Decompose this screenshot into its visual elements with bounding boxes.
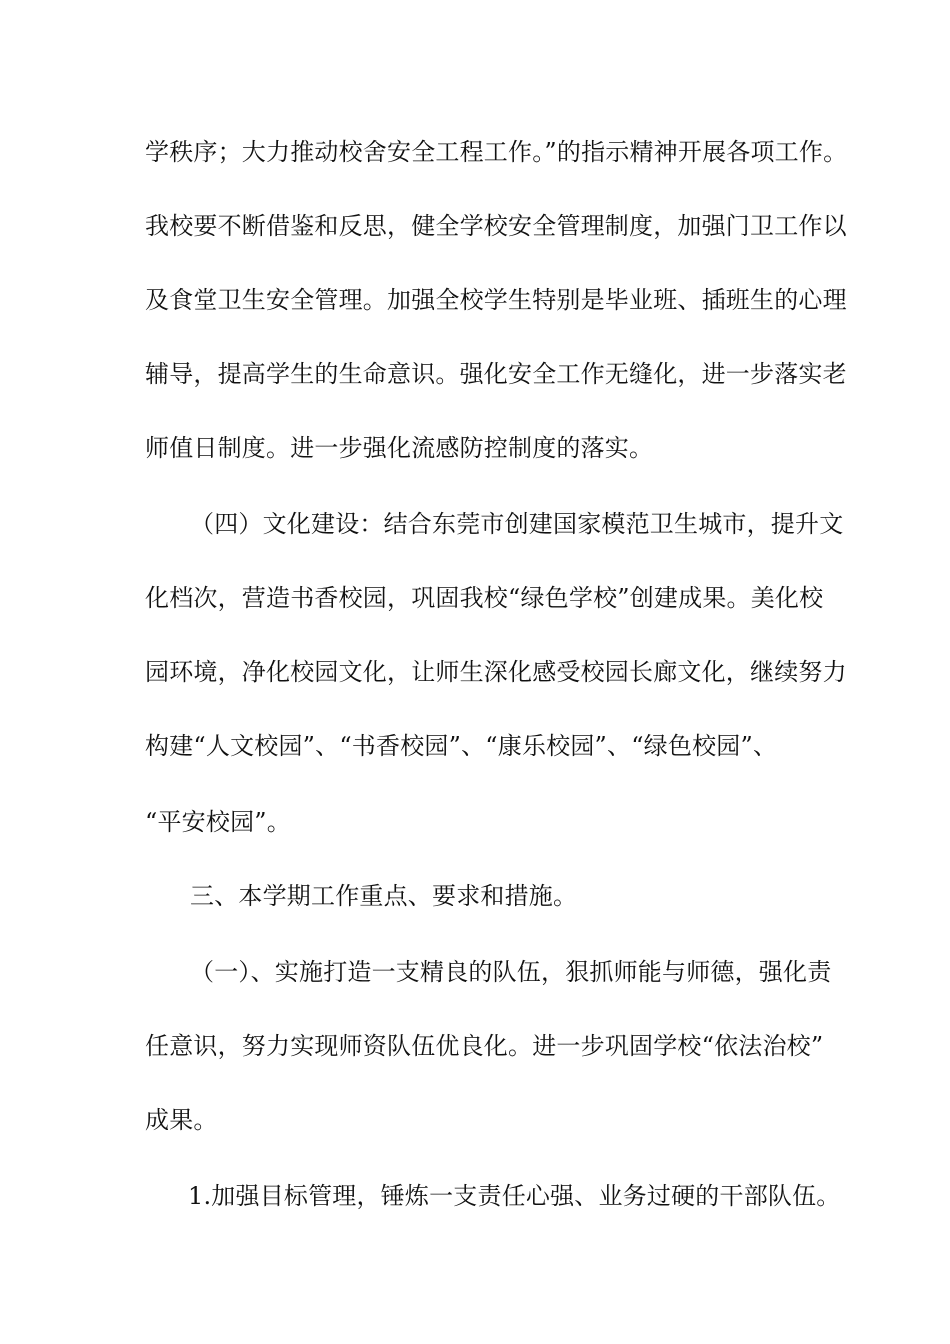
paragraph-line: 园环境，净化校园文化，让师生深化感受校园长廊文化，继续努力 bbox=[145, 658, 847, 686]
paragraph-line: 我校要不断借鉴和反思，健全学校安全管理制度，加强门卫工作以 bbox=[145, 212, 847, 240]
section-heading-three: 三、本学期工作重点、要求和措施。 bbox=[190, 882, 578, 910]
section-heading-culture: （四）文化建设：结合东莞市创建国家模范卫生城市，提升文 bbox=[190, 510, 844, 538]
paragraph-line: “平安校园”。 bbox=[145, 808, 291, 836]
paragraph-line: 成果。 bbox=[145, 1106, 218, 1134]
paragraph-line: 师值日制度。进一步强化流感防控制度的落实。 bbox=[145, 434, 654, 462]
paragraph-line: 及食堂卫生安全管理。加强全校学生特别是毕业班、插班生的心理 bbox=[145, 286, 847, 314]
paragraph-line: 化档次，营造书香校园，巩固我校“绿色学校”创建成果。美化校 bbox=[145, 584, 824, 612]
paragraph-line: 构建“人文校园”、“书香校园”、“康乐校园”、“绿色校园”、 bbox=[145, 732, 778, 760]
numbered-item-1: 1.加强目标管理，锤炼一支责任心强、业务过硬的干部队伍。 bbox=[188, 1182, 841, 1210]
paragraph-line: 辅导，提高学生的生命意识。强化安全工作无缝化，进一步落实老 bbox=[145, 360, 847, 388]
paragraph-line: 学秩序；大力推动校舍安全工程工作。”的指示精神开展各项工作。 bbox=[145, 138, 848, 166]
paragraph-line: 任意识，努力实现师资队伍优良化。进一步巩固学校“依法治校” bbox=[145, 1032, 824, 1060]
subsection-heading-one: （一）、实施打造一支精良的队伍，狠抓师能与师德，强化责 bbox=[190, 958, 832, 986]
